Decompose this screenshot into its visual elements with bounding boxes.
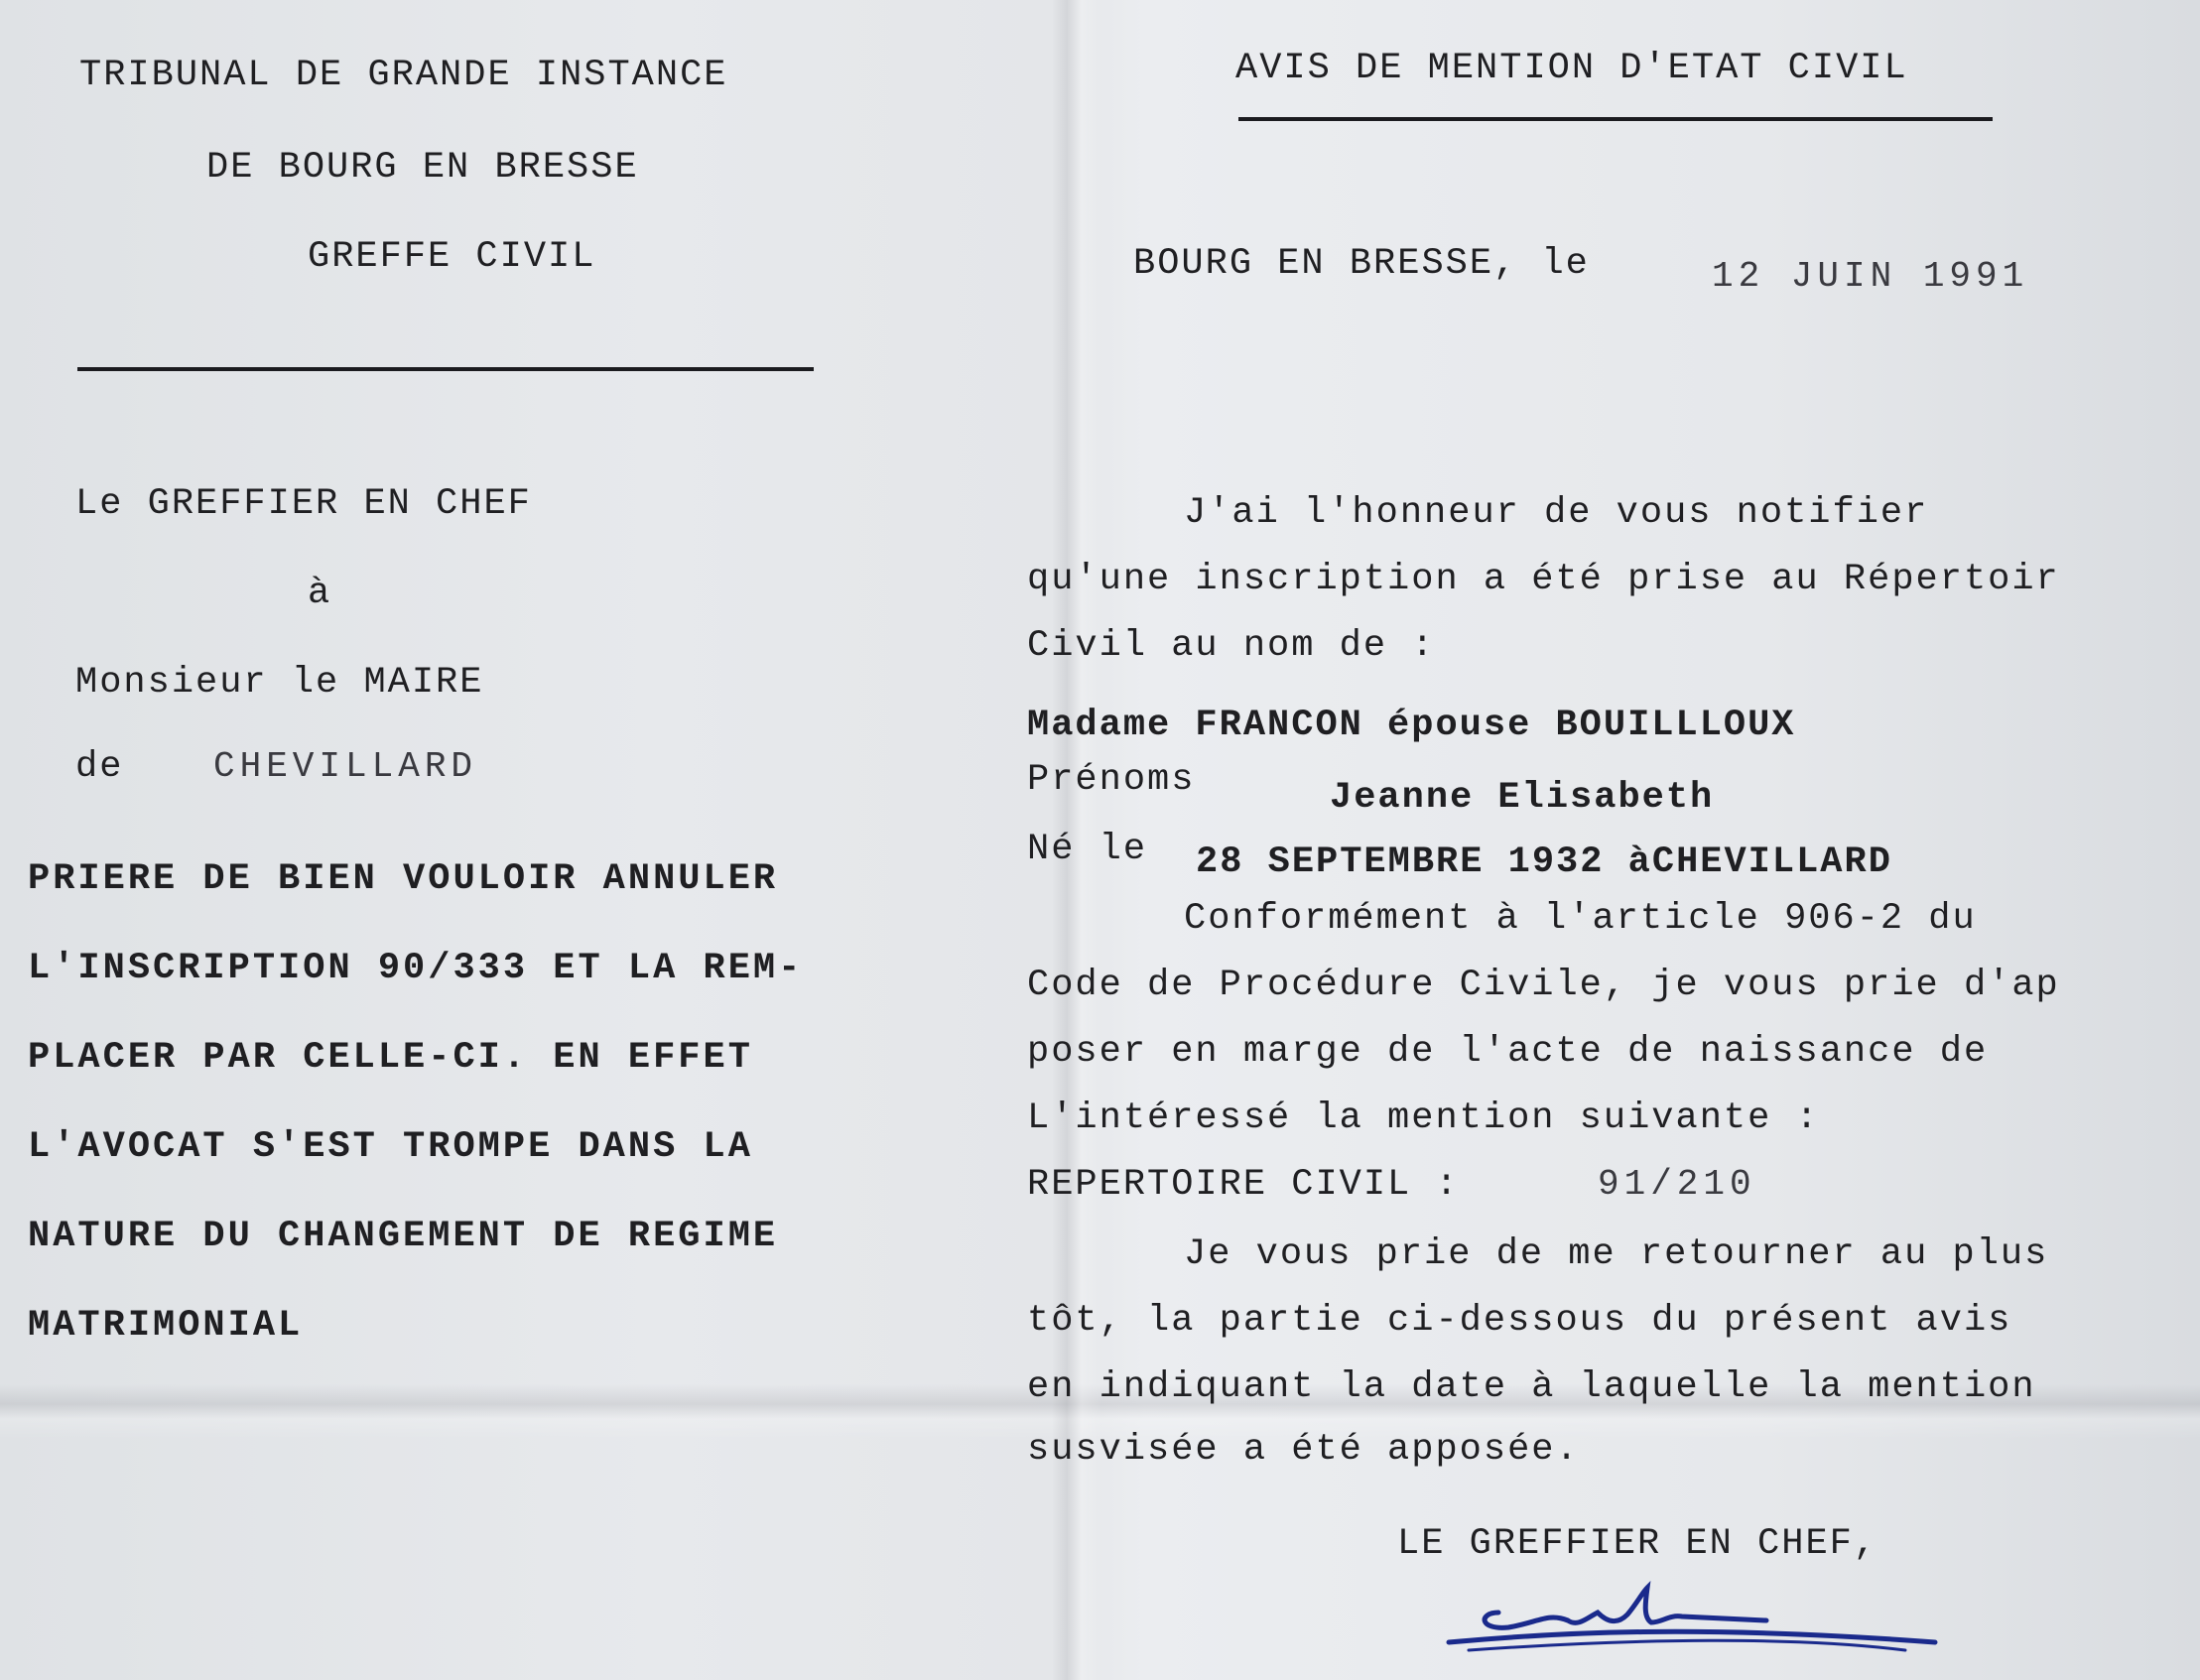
note-line-1: PRIERE DE BIEN VOULOIR ANNULER (28, 858, 779, 900)
note-line-5: NATURE DU CHANGEMENT DE REGIME (28, 1216, 779, 1257)
closing-line-4: susvisée a été apposée. (1027, 1429, 1580, 1471)
closing-line-1: Je vous prie de me retourner au plus (1184, 1233, 2049, 1275)
place-line: BOURG EN BRESSE, le (1133, 243, 1590, 285)
court-name-line1: TRIBUNAL DE GRANDE INSTANCE (79, 55, 728, 96)
court-name-line3: GREFFE CIVIL (308, 236, 596, 278)
recipient-line: Monsieur le MAIRE (75, 662, 484, 704)
note-line-3: PLACER PAR CELLE-CI. EN EFFET (28, 1037, 753, 1079)
birth-value: 28 SEPTEMBRE 1932 àCHEVILLARD (1196, 841, 1892, 883)
note-line-2: L'INSCRIPTION 90/333 ET LA REM- (28, 948, 804, 989)
intro-line-1: J'ai l'honneur de vous notifier (1184, 492, 1929, 534)
handwritten-signature (1439, 1573, 1945, 1662)
person-name: Madame FRANCON épouse BOUILLLOUX (1027, 705, 1796, 746)
signatory-title: LE GREFFIER EN CHEF, (1397, 1523, 1878, 1565)
intro-line-2: qu'une inscription a été prise au Répertoir (1027, 559, 2060, 600)
notice-title: AVIS DE MENTION D'ETAT CIVIL (1235, 48, 1908, 89)
prenoms-value: Jeanne Elisabeth (1330, 777, 1715, 819)
to-marker: à (308, 573, 332, 614)
birth-label: Né le (1027, 829, 1148, 870)
body-line-2: Code de Procédure Civile, je vous prie d'ap (1027, 965, 2060, 1006)
prenoms-label: Prénoms (1027, 759, 1196, 801)
body-line-1: Conformément à l'article 906-2 du (1184, 898, 1977, 940)
intro-line-3: Civil au nom de : (1027, 625, 1436, 667)
closing-line-3: en indiquant la date à laquelle la mention (1027, 1366, 2036, 1408)
repertoire-label: REPERTOIRE CIVIL : (1027, 1164, 1460, 1206)
note-line-4: L'AVOCAT S'EST TROMPE DANS LA (28, 1126, 753, 1168)
body-line-3: poser en marge de l'acte de naissance de (1027, 1031, 1989, 1073)
date-stamp: 12 JUIN 1991 (1712, 256, 2029, 297)
commune-stamp: CHEVILLARD (213, 746, 478, 787)
closing-line-2: tôt, la partie ci-dessous du présent avis (1027, 1300, 2012, 1342)
sender-line: Le GREFFIER EN CHEF (75, 483, 532, 525)
title-rule (1238, 117, 1993, 121)
left-header-rule (77, 367, 814, 371)
commune-label: de (75, 746, 124, 788)
body-line-4: L'intéressé la mention suivante : (1027, 1098, 1820, 1139)
note-line-6: MATRIMONIAL (28, 1305, 304, 1347)
repertoire-number: 91/210 (1598, 1164, 1756, 1205)
court-name-line2: DE BOURG EN BRESSE (206, 147, 639, 189)
